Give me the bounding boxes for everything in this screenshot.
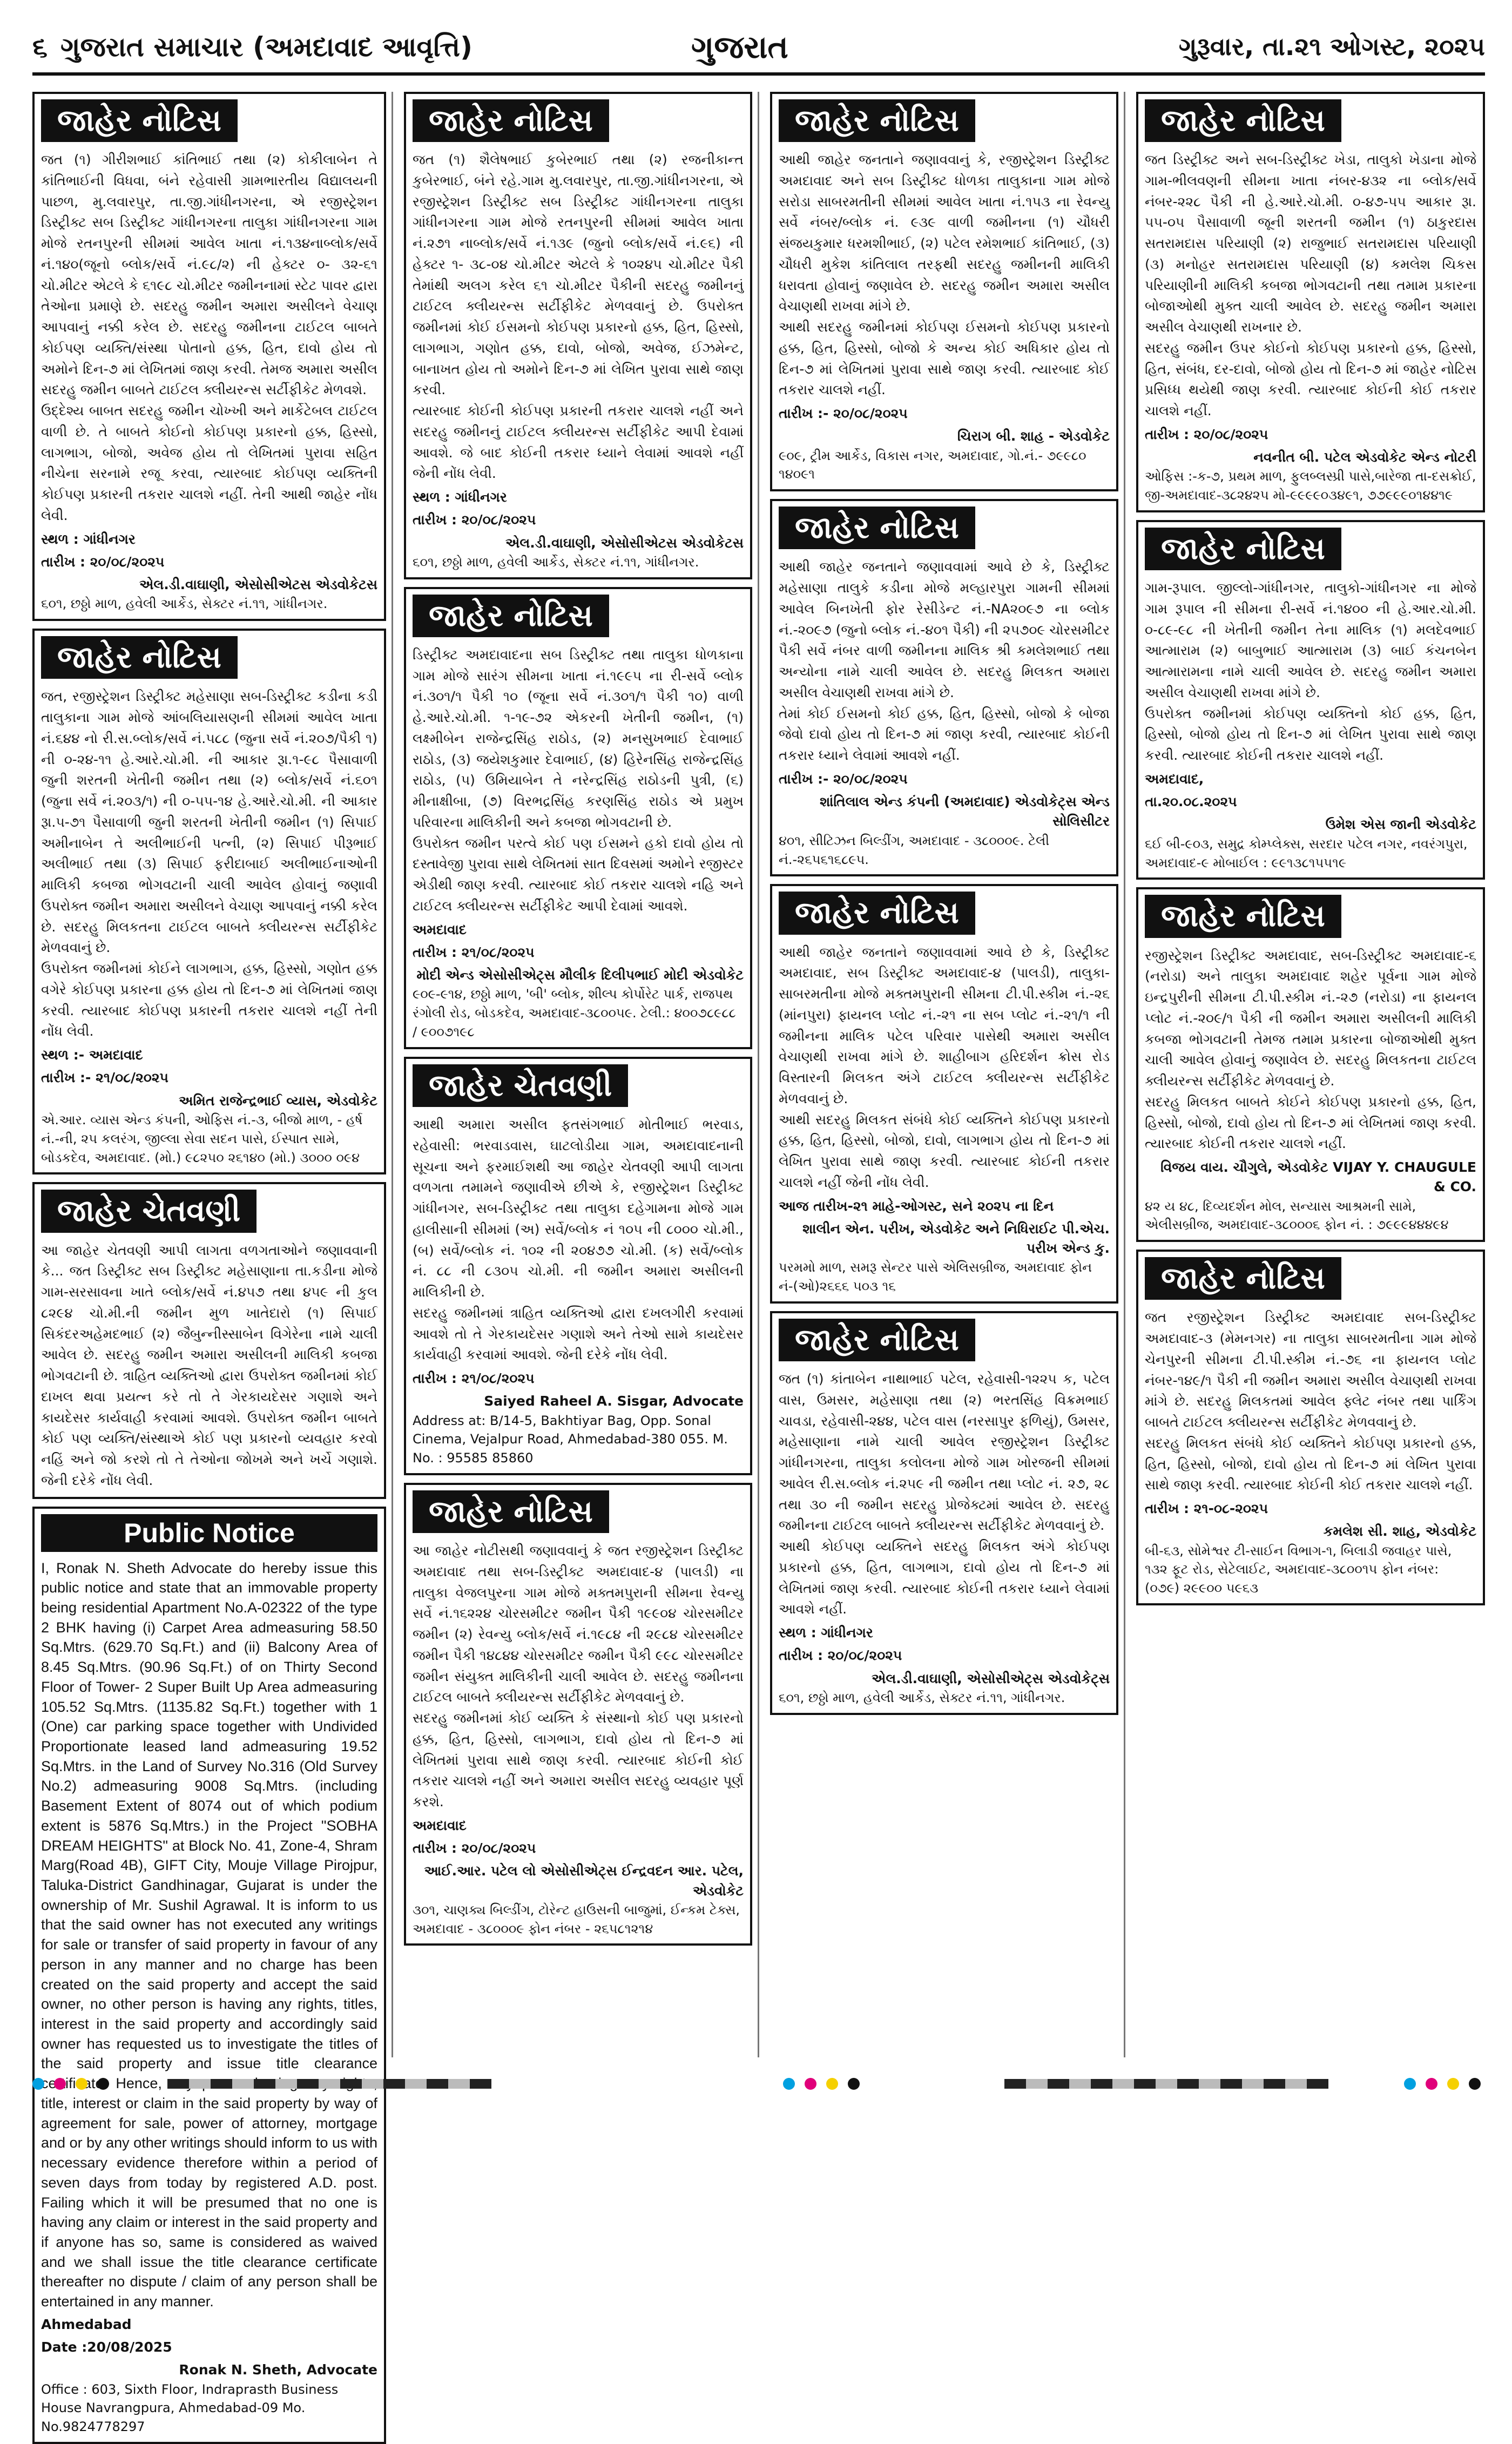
notice-address: ૬૦૧, છઠ્ઠો માળ, હવેલી આર્કેડ, સેક્ટર નં.૧૧, ગાંધીનગર. — [41, 596, 328, 612]
notice-body-continued: ઉપરોક્ત જમીનમાં કોઈને લાગભાગ, હક્ક, હિસ્સો, ગણોત હક્ક વગેરે કોઈપણ પ્રકારના હક્ક હોય તો દિન-૭ માં લેખિતમાં જાણ કરવી. ત્યારબાદ કોઈપણ પ્રકારની તકરાર ચાલશે નહીં તેની નોંધ લેવી. — [41, 961, 377, 1039]
black-dot — [1469, 2078, 1481, 2090]
notice-card — [404, 92, 752, 579]
notice-title: જાહેર નોટિસ — [1145, 528, 1341, 570]
notice-body-continued: સદરહુ જમીનમાં ત્રાહિત વ્યક્તિઓ દ્વારા દખલગીરી કરવામાં આવશે તો તે ગેરકાયદેસર ગણાશે અને તેઓ સામે કાયદેસર કાર્યવાહી કરવામાં આવશે. જેની દરેકે નોંધ લેવી. — [413, 1305, 744, 1363]
magenta-dot — [54, 2078, 66, 2090]
notice-address: Office : 603, Sixth Floor, Indraprasth Business House Navrangpura, Ahmedabad-09 Mo. No.9824778297 — [41, 2381, 339, 2435]
notice-address: પરમમો માળ, સમરૂ સેન્ટર પાસે એલિસબ્રીજ, અમદાવાદ ફોન નં-(ઓ)૨૬૬૬ ૫૦૩ ૧૬ — [779, 1260, 1092, 1294]
notice-advocate: શાંતિલાલ એન્ડ કંપની (અમદાવાદ) એડવોકેટ્સ એન્ડ સોલિસીટર — [820, 794, 1110, 829]
notice-body-continued: આથી સદરહુ મિલકત સંબંધે કોઈ વ્યક્તિને કોઈપણ પ્રકારનો હક્ક, હિત, હિસ્સો, બોજો, દાવો, લાગભાગ હોય તો દિન-૭ માં લેખિત પુરાવા સાથે જાણ કરવી. ત્યારબાદ કોઈની તકરાર ચાલશે નહીં જેની નોંધ લેવી. — [779, 1111, 1110, 1190]
notice-place: Ahmedabad — [41, 2316, 132, 2332]
notice-card — [770, 1311, 1118, 1715]
notice-advocate: નવનીત બી. પટેલ એડવોકેટ એન્ડ નોટરી — [1253, 449, 1476, 465]
notice-date: તા.૨૦.૦૮.૨૦૨૫ — [1145, 794, 1237, 810]
notice-title: જાહેર નોટિસ — [41, 636, 238, 679]
notice-body: રજીસ્ટ્રેશન ડિસ્ટ્રીક્ટ અમદાવાદ, સબ-ડિસ્ટ્રીક્ટ અમદાવાદ-૬ (નરોડા) અને તાલુકા અમદાવાદ શહેર પૂર્વના ગામ મોજે ઇન્દ્રપુરીની સીમના ટી.પી.સ્કીમ નં.-૨૭ (નરોડા) ના ફાયનલ પ્લોટ નં.-૨૦૯/૧ પૈકી ની જમીન અમારા અસીલની માલિકી કબજા ભોગવટાની તેમજ તમામ પ્રકારના બોજાઓથી મુક્ત ચાલી આવેલ હોવાનું જણાવેલ છે. સદરહુ મિલકતના ટાઈટલ ક્લીયરન્સ સર્ટીફીકેટ મેળવવાનું છે. — [1145, 947, 1476, 1089]
notice-address: ૪૨ ય ૪૮, દિવ્યદર્શન મોલ, સન્યાસ આશ્રમની સામે, એલીસબ્રીજ, અમદાવાદ-૩૮૦૦૦૬ ફોન નં. : ૭૯૯૯૪૪૪૯૪ — [1145, 1198, 1449, 1233]
masthead — [32, 31, 473, 63]
notice-body-continued: ઉદ્દેશ્ય બાબત સદરહુ જમીન ચોખ્ખી અને માર્કેટેબલ ટાઈટલ વાળી છે. તે બાબતે કોઈનો કોઈપણ પ્રકારનો હક્ક, હિસ્સો, લાગભાગ, બોજો, અવેજ હોય તો લેખિતમાં પુરાવા સહિત નીચેના સરનામે રજૂ કરવા, ત્યારબાદ કોઈપણ વ્યક્તિની કોઈપણ પ્રકારની તકરાર ચાલશે નહીં. તેની આથી જાહેર નોંધ લેવી. — [41, 403, 377, 523]
notice-body: આથી અમારા અસીલ ફતસંગભાઈ મોતીભાઈ ભરવાડ, રહેવાસી: ભરવાડવાસ, ઘાટલોડીયા ગામ, અમદાવાદનાની સૂચના અને ફરમાઈશથી આ જાહેર ચેતવણી આપી લાગતા વળગતા તમામને જણાવીએ છીએ કે, રજીસ્ટ્રેશન ડિસ્ટ્રીક્ટ ગાંધીનગર, સબ-ડિસ્ટ્રીક્ટ તથા તાલુકા દહેગામના મોજે ગામ હાલીસાની સીમમાં (અ) સર્વે/બ્લોક નં ૧૦૫ ની ૮૦૦૦ ચો.મી., (બ) સર્વે/બ્લોક નં. ૧૦૨ ની ૨૦૪૭૭ ચો.મી. (ક) સર્વે/બ્લોક નં. ૮૮ ની ૮૩૦૫ ચો.મી. ની જમીન અમારા અસીલની માલિકીની છે. — [413, 1117, 744, 1300]
notice-title: જાહેર નોટિસ — [779, 1319, 975, 1361]
notice-place: અમદાવાદ, — [1145, 771, 1204, 787]
yellow-dot — [826, 2078, 838, 2090]
notice-body: ગામ-રૂપાલ. જીલ્લો-ગાંધીનગર, તાલુકો-ગાંધીનગર ના મોજે ગામ રૂપાલ ની સીમના રી-સર્વે નં.૧૪૦૦ ની હે.આર.ચો.મી. ૦-૮૯-૯૮ ની ખેતીની જમીન તેના માલિક (૧) મલદેવભાઈ આત્મારામ (૨) બાબુભાઈ આત્મારામ (૩) બાઈ કંચનબેન આત્મારામના નામે ચાલી આવેલ છે. સદરહુ જમીન અમારા અસીલ વેચાણથી રાખવા માંગે છે. — [1145, 580, 1476, 700]
notice-address: બી-૬૩, સોમેશ્વર ટી-સાઈન વિભાગ-૧, બિલાડી જવાહર પાસે, ૧૩૨ ફૂટ રોડ, સેટેલાઈટ, અમદાવાદ-૩૮૦૦૧૫ ફોન નંબર: (૦૭૯) ૨૯૯૦૦ ૫૯૬૩ — [1145, 1543, 1452, 1596]
notice-body: ડિસ્ટ્રીક્ટ અમદાવાદના સબ ડિસ્ટ્રીક્ટ તથા તાલુકા ધોળકાના ગામ મોજે સારંગ સીમના ખાતા નં.૧૯૯૫ ના રી-સર્વે બ્લોક નં.૩૦૧/૧ પૈકી ૧૦ (જૂના સર્વે નં.૩૦૧/૧ પૈકી ૧૦) વાળી હે.આરે.ચો.મી. ૧-૧૯-૭૨ એકરની ખેતીની જમીન, (૧) લક્ષ્મીબેન રાજેન્દ્રસિંહ રાઠોડ, (૨) મનસુખભાઈ દેવાભાઈ રાઠોડ, (૩) જયેશકુમાર દેવાભાઈ, (૪) હિરેનસિંહ રાજેન્દ્રસિંહ રાઠોડ, (૫) ઉમિયાબેન તે નરેન્દ્રસિંહ રાઠોડની પુત્રી, (૬) મીનાક્ષીબા, (૭) વિરભદ્રસિંહ કરણસિંહ રાઠોડ એ પ્રમુખ પરિવારના માલિકીની અને કબજા ભોગવટાની છે. — [413, 646, 744, 830]
notice-advocate: એલ.ડી.વાઘાણી, એસોસીએટ્સ એડવોકેટ્સ — [872, 1670, 1110, 1686]
notice-body: આથી જાહેર જનતાને જણાવવાનું કે, રજીસ્ટ્રેશન ડિસ્ટ્રીક્ટ અમદાવાદ અને સબ ડિસ્ટ્રીક્ટ ધોળકા તાલુકાના ગામ મોજે સરોડા સાબરમતીની સીમમાં આવેલ ખાતા નં.૧૫૩ ના રેવન્યુ સર્વે નંબર/બ્લોક નં. ૯૩૯ વાળી જમીનના (૧) ચૌધરી સંજયકુમાર ધરમશીભાઈ, (૨) પટેલ રમેશભાઈ કાંતિભાઈ, (૩) ચૌધરી મુકેશ કાંતિલાલ તરફથી સદરહુ જમીનની માલિકી ધરાવતા હોવાનું જણાવેલ છે. સદરહુ જમીન અમારા અસીલ વેચાણથી રાખવા માંગે છે. — [779, 152, 1110, 314]
notice-card — [32, 92, 386, 621]
notice-advocate: શાલીન એન. પરીખ, એડવોકેટ અને નિધિરાઈટ પી.એચ. પરીખ એન્ડ કુ. — [802, 1220, 1110, 1256]
notice-address: એ.આર. વ્યાસ એન્ડ કંપની, ઓફિસ નં.-૩, બીજો માળ, - હર્ષ નં.-ની, ૨૫ કલરંગ, જીલ્લા સેવા સદન પાસે, ઈસ્પાત સામે, બોડકદેવ, અમદાવાદ. (મો.) ૯૮૨૫૦ ૨૬૧૪૦ (મો.) ૩૦૦૦ ૦૯૪ — [41, 1112, 363, 1165]
notice-advocate: એલ.ડી.વાઘાણી, એસોસીએટસ એડવોકેટસ — [139, 577, 377, 593]
notice-card — [1136, 92, 1485, 512]
notice-advocate: કમલેશ સી. શાહ, એડવોકેટ — [1323, 1523, 1476, 1540]
notice-card — [770, 499, 1118, 876]
notice-address: ૩૦૧, ચાણક્ય બિલ્ડીંગ, ટોરેન્ટ હાઉસની બાજુમાં, ઈન્કમ ટેક્સ, અમદાવાદ - ૩૮૦૦૦૯ ફોન નંબર - ૨૬૫૮૧૨૧૪ — [413, 1902, 740, 1936]
notice-title: જાહેર નોટિસ — [1145, 99, 1341, 142]
notice-date: તારીખ : ૨૧-૦૮-૨૦૨૫ — [1145, 1501, 1268, 1517]
notice-advocate: મોદી એન્ડ એસોસીએટ્સ મૌલીક દિલીપભાઈ મોદી એડવોકેટ — [416, 967, 744, 983]
notice-place: અમદાવાદ — [413, 921, 467, 937]
notice-place: સ્થળ : ગાંધીનગર — [413, 489, 507, 505]
notice-place: સ્થળ :- અમદાવાદ — [41, 1047, 143, 1063]
notice-date: આજ તારીખ-૨૧ માહે-ઓગસ્ટ, સને ૨૦૨૫ ના દિન — [779, 1198, 1054, 1214]
notice-date: Date :20/08/2025 — [41, 2339, 172, 2355]
notice-body: જત ડિસ્ટ્રીક્ટ અને સબ-ડિસ્ટ્રીક્ટ ખેડા, તાલુકો ખેડાના મોજે ગામ-ભીલવણની સીમના ખાતા નંબર-૪૩૨ ના બ્લોક/સર્વે નંબર-૨૨૮ પૈકી ની હે.આરે.ચો.મી. ૦-૪૭-૫૫ આકાર રૂા. ૫૫-૦૫ પૈસાવાળી જૂની શરતની જમીન (૧) ઠાકુરદાસ સતરામદાસ પરિયાણી (૨) રાજુભાઈ સતરામદાસ પરિયાણી (૩) મનોહર સતરામદાસ પરિયાણી (૪) કમલેશ ચિકસ પરિયાણીની માલિકી કબજા ભોગવટાની તથા તમામ પ્રકારના બોજાઓથી મુક્ત ચાલી આવેલ છે. સદરહુ જમીન અમારા અસીલ વેચાણથી રાખનાર છે. — [1145, 152, 1476, 335]
cyan-dot — [32, 2078, 44, 2090]
notice-title: Public Notice — [41, 1514, 377, 1552]
notice-title: જાહેર નોટિસ — [413, 595, 609, 637]
notice-body: જત રજીસ્ટ્રેશન ડિસ્ટ્રીક્ટ અમદાવાદ સબ-ડિસ્ટ્રીક્ટ અમદાવાદ-૩ (મેમનગર) ના તાલુકા સાબરમતીના ગામ મોજે ચેનપુરની સીમના ટી.પી.સ્કીમ નં.-૭૬ ના ફાયનલ પ્લોટ નંબર-૧૪૯/૧ પૈકી ની જમીન અમારા અસીલ વેચાણથી રાખવા માંગે છે. સદરહુ મિલકતમાં આવેલ ફ્લેટ નંબર તથા પાર્કિંગ બાબતે ટાઈટલ ક્લીયરન્સ સર્ટીફીકેટ મેળવવાનું છે. — [1145, 1309, 1476, 1430]
notice-card — [770, 92, 1118, 491]
column-1 — [32, 92, 393, 2435]
cyan-dot — [783, 2078, 795, 2090]
notice-advocate: Ronak N. Sheth, Advocate — [179, 2362, 377, 2378]
notice-title: જાહેર નોટિસ — [779, 507, 975, 549]
notice-advocate: ઉમેશ એસ જાની એડવોકેટ — [1325, 816, 1476, 833]
notice-date: તારીખ : ૨૦/૦૮/૨૦૨૫ — [413, 1840, 536, 1856]
notice-address: ૯૦૯, ટ્રીમ આર્કેડ, વિકાસ નગર, અમદાવાદ, ગો.નં.- ૭૯૯૮૦ ૧૪૦૯૧ — [779, 448, 1086, 482]
notice-advocate: આઈ.આર. પટેલ લો એસોસીએટ્સ ઈન્દ્રવદન આર. પટેલ, એડવોકેટ — [424, 1863, 744, 1899]
cyan-dot — [1404, 2078, 1416, 2090]
notice-title: જાહેર નોટિસ — [413, 1490, 609, 1533]
notice-body-continued: આથી કોઈપણ વ્યક્તિને સદરહુ મિલકત અંગે કોઈપણ પ્રકારનો હક્ક, હિત, લાગભાગ, દાવો હોય તો દિન-૭ માં લેખિતમાં જાણ કરવી. ત્યારબાદ કોઈની તકરાર ધ્યાને લેવામાં આવશે નહીં. — [779, 1538, 1110, 1617]
notice-advocate: અમિત રાજેન્દ્રભાઈ વ્યાસ, એડવોકેટ — [179, 1092, 377, 1109]
notice-title: જાહેર નોટિસ — [779, 99, 975, 142]
notice-title: જાહેર નોટિસ — [1145, 1257, 1341, 1300]
notice-date: તારીખ : ૨૧/૦૮/૨૦૨૫ — [413, 944, 535, 960]
notice-body-continued: સદરહુ મિલકત બાબતે કોઈને કોઈપણ પ્રકારનો હક્ક, હિત, હિસ્સો, બોજો, દાવો હોય તો દિન-૭ માં લેખિતમાં જાણ કરવી. ત્યારબાદ કોઈની તકરાર ચાલશે નહીં. — [1145, 1093, 1476, 1152]
notice-body: જત (૧) ગીરીશભાઈ કાંતિભાઈ તથા (૨) કોકીલાબેન તે કાંતિભાઈની વિધવા, બંને રહેવાસી ગ્રામભારતીય વિદ્યાલયની પાછળ, મુ.લવારપુર, તા.જી.ગાંધીનગરના, એ રજીસ્ટ્રેશન ડિસ્ટ્રીક્ટ સબ ડિસ્ટ્રીક્ટ ગાંધીનગરના તાલુકા ગાંધીનગરના ગામ મોજે રતનપુરની સીમમાં આવેલ ખાતા નં.૧૩૪નાબ્લોક/સર્વે નં.૧૪૦(જૂનો બ્લોક/સર્વે નં.૯૮/૨) ની હેક્ટર ૦- ૩૨-૬૧ ચો.મીટર એટલે કે ૬૧૯૮ ચો.મીટર જમીનનામાં સ્ટેટ પાવર દ્વારા તેઓના પ્રમાણે છે. સદરહુ જમીન અમારા અસીલને વેચાણ આપવાનું નક્કી કરેલ છે. સદરહુ જમીનના ટાઈટલ બાબતે કોઈપણ વ્યક્તિ/સંસ્થા પોતાનો હક્ક, હિત, દાવો હોય તો અમોને દિન-૭ માં લેખિતમાં જાણ કરવી. તેમજ અમારા અસીલ સદરહુ જમીન બાબતે ટાઈટલ ક્લીયરન્સ સર્ટીફીકેટ મેળવશે. — [41, 152, 377, 398]
notice-card-english — [32, 1507, 386, 2444]
column-2 — [399, 92, 759, 2057]
notice-date: તારીખ :- ૨૧/૦૮/૨૦૨૫ — [41, 1070, 168, 1086]
notice-title: જાહેર નોટિસ — [779, 892, 975, 934]
notice-body: આથી જાહેર જનતાને જણાવવામાં આવે છે કે, ડિસ્ટ્રીક્ટ અમદાવાદ, સબ ડિસ્ટ્રીક્ટ અમદાવાદ-૪ (પાલડી), તાલુકા-સાબરમતીના મોજે મક્તમપુરાની સીમના ટી.પી.સ્કીમ નં.-૨૬ (માંનપુરા) ફાયનલ પ્લોટ નં.-૨૧ ના સબ પ્લોટ નં.-૨૧/૧ ની જમીનના માલિક પટેલ પરિવાર પાસેથી અમારા અસીલ વેચાણથી રાખવા માંગે છે. શાહીબાગ હરિદર્શન ક્રોસ રોડ વિસ્તારની મિલકત અંગે ટાઈટલ ક્લીયરન્સ સર્ટીફીકેટ મેળવવાનું છે. — [779, 944, 1110, 1106]
notice-body: જત (૧) શૈલેષભાઈ કુબેરભાઈ તથા (૨) રજનીકાન્ત કુબેરભાઈ, બંને રહે.ગામ મુ.લવારપુર, તા.જી.ગાંધીનગરના, એ રજીસ્ટ્રેશન ડિસ્ટ્રીક્ટ સબ ડિસ્ટ્રીક્ટ ગાંધીનગરના તાલુકા ગાંધીનગરના ગામ મોજે રતનપુરની સીમમાં આવેલ ખાતા નં.૨૭૧ નાબ્લોક/સર્વે નં.૧૩૯ (જુનો બ્લોક/સર્વે નં.૯૬) ની હેક્ટર ૧- ૩૮-૦૪ ચો.મીટર એટલે કે ૧૦૨૪૫ ચો.મીટર પૈકી તેમાંથી અલગ કરેલ ૬૧ ચો.મીટર પૈકીની સદરહુ જમીનનું ટાઈટલ ક્લીયરન્સ સર્ટીફીકેટ મેળવવાનું છે. ઉપરોક્ત જમીનમાં કોઈ ઈસમનો કોઈપણ પ્રકારનો હક્ક, હિત, હિસ્સો, લાગભાગ, ગણોત હક્ક, દાવો, બોજો, અવેજ, ઈઝમેન્ટ, બાનાખત હોય તો અમોને દિન-૭ માં લેખિત પુરાવા સાથે જાણ કરવી. — [413, 152, 744, 398]
notice-title: જાહેર ચેતવણી — [41, 1190, 256, 1232]
section-title: ગુજરાત — [691, 28, 788, 65]
yellow-dot — [76, 2078, 87, 2090]
notice-body: આ જાહેર ચેતવણી આપી લાગતા વળગતાઓને જણાવવાની કે... જત ડિસ્ટ્રીક્ટ સબ ડિસ્ટ્રીક્ટ મહેસાણાના તા.કડીના મોજે ગામ-સરસાવના ખાતે બ્લોક/સર્વે નં.૪૫૭ તથા ૪૫૯ ની કુલ ૮૨૯૪ ચો.મી.ની જમીન મુળ ખાતેદારો (૧) સિપાઈ સિકંદરઅહેમદભાઈ (૨) જૈબુન્નીસ્સાબેન વિગેરેના નામે ચાલી આવેલ છે. સદરહુ જમીન અમારા અસીલની માલિકી કબજા ભોગવટાની છે. ત્રાહિત વ્યક્તિઓ દ્વારા ઉપરોક્ત જમીનમાં કોઈ દાખલ થવા પ્રયત્ન કરે તો તે ગેરકાયદેસર ગણાશે અને કાયદેસર કાર્યવાહી કરવામાં આવશે. ઉપરોક્ત જમીન બાબતે કોઈ પણ વ્યક્તિ/સંસ્થાએ કોઈ પણ પ્રકારનો વ્યવહાર કરવો નહિં અને જો કરશે તો તે તેઓના જોખમે અને ખર્ચે ગણાશે. જેની દરેકે નોંધ લેવી. — [41, 1242, 377, 1488]
notice-body-continued: સદરહુ જમીન ઉપર કોઈનો કોઈપણ પ્રકારનો હક્ક, હિસ્સો, હિત, સંબંધ, દર-દાવો, બોજો હોય તો દિન-૭ માં જાહેર નોટિસ પ્રસિધ્ધ થયેથી જાણ કરવી. ત્યારબાદ કોઈની કોઈ તકરાર ચાલશે નહીં. — [1145, 340, 1476, 419]
notice-body: જત, રજીસ્ટ્રેશન ડિસ્ટ્રીક્ટ મહેસાણા સબ-ડિસ્ટ્રીક્ટ કડીના કડી તાલુકાના ગામ મોજે આંબલિયાસણની સીમમાં આવેલ ખાતા નં.૬૪૪ નો રી.સ.બ્લોક/સર્વે નં.૫૮૮ (જુના સર્વે નં.૨૦૭/પૈકી ૧) ની ૦-૨૪-૧૧ હે.આરે.ચો.મી. ની આકાર રૂા.૧-૯૮ પૈસાવાળી જુની શરતની ખેતીની જમીન તથા (૨) બ્લોક/સર્વે નં.૬૦૧ (જુના સર્વે નં.૨૦૩/૧) ની ૦-૫૫-૧૪ હે.આરે.ચો.મી. ની આકાર રૂા.૫-૭૧ પૈસાવાળી જુની શરતની ખેતીની જમીન (૧) સિપાઈ અમીનાબેન તે અલીભાઈની પત્ની, (૨) સિપાઈ પીરૂભાઈ અલીભાઈ તથા (૩) સિપાઈ ફરીદાબાઈ અલીભાઈનાઓની માલિકી કબજા ભોગવટાની ચાલી આવેલ હોવાનું જણાવી ઉપરોક્ત જમીન અમારા અસીલને વેચાણ આપવાનું નક્કી કરેલ છે. સદરહુ મિલકતના ટાઈટલ બાબતે ક્લીયરન્સ સર્ટીફીકેટ મેળવવાનું છે. — [41, 688, 377, 956]
notice-place: સ્થળ : ગાંધીનગર — [41, 531, 136, 547]
notice-body-continued: ઉપરોક્ત જમીન પરત્વે કોઈ પણ ઈસમને હકો દાવો હોય તો દસ્તાવેજી પુરાવા સાથે લેખિતમાં સાત દિવસમાં અમોને રજીસ્ટર એડીથી જાણ કરવી. ત્યારબાદ કોઈ તકરાર ચાલશે નહિ અને ટાઈટલ ક્લીયરન્સ સર્ટીફીકેટ આપી દેવામાં આવશે. — [413, 835, 744, 914]
notice-card — [404, 1483, 752, 1946]
notice-card — [32, 1182, 386, 1498]
notice-body: જત (૧) કાંતાબેન નાથાભાઈ પટેલ, રહેવાસી-૧૨૨૫ ક, પટેલ વાસ, ઉમસર, મહેસાણા તથા (૨) ભરતસિંહ વિક્રમભાઈ ચાવડા, રહેવાસી-૨૪૪, પટેલ વાસ (નરસાપુર ફળિયું), ઉમસર, મહેસાણાના નામે ચાલી આવેલ રજીસ્ટ્રેશન ડિસ્ટ્રીક્ટ ગાંધીનગરના, તાલુકા કલોલના મોજે ગામ ખોરજની સીમમાં આવેલ રી.સ.બ્લોક નં.૨૫૯ ની જમીન તથા પ્લોટ નં. ૨૭, ૨૮ તથા ૩૦ ની જમીન સદરહુ પ્રોજેક્ટમાં આવેલ છે. સદરહુ જમીનના ટાઈટલ બાબતે ક્લીયરન્સ સર્ટીફીકેટ મેળવવાનું છે. — [779, 1371, 1110, 1534]
registration-bar — [1004, 2079, 1328, 2089]
notice-place: અમદાવાદ — [413, 1817, 467, 1833]
page-header — [32, 22, 1485, 76]
print-registration-marks — [32, 2074, 1485, 2095]
page-number: ૬ — [32, 31, 48, 63]
notice-title: જાહેર નોટિસ — [1145, 895, 1341, 937]
notice-date: તારીખ :- ૨૦/૦૮/૨૦૨૫ — [779, 406, 908, 422]
notice-address: ૪૦૧, સીટિઝન બિલ્ડીંગ, અમદાવાદ - ૩૮૦૦૦૯. ટેલી નં.-૨૬૫૬૧૬૮૯૫. — [779, 833, 1050, 867]
notice-address: ઓફિસ :-ક-૭, પ્રથમ માળ, ફુલબ્લસ્પ્રી પાસે,બારેજા તા-દસક્રોઈ, જી-અમદાવાદ-૩૮૨૪૨૫ મો-૯૯૯૯૦૩૪૯૧, ૭૭૯૯૯૦૧૪૪૧૯ — [1145, 469, 1476, 503]
notice-date: તારીખ :- ૨૦/૦૮/૨૦૨૫ — [779, 771, 908, 787]
notice-title: જાહેર નોટિસ — [41, 99, 238, 142]
magenta-dot — [1426, 2078, 1437, 2090]
notice-date: તારીખ : ૨૦/૦૮/૨૦૨૫ — [413, 512, 536, 528]
black-dot — [848, 2078, 860, 2090]
notice-body-continued: ઉપરોક્ત જમીનમાં કોઈપણ વ્યક્તિનો કોઈ હક્ક, હિત, હિસ્સો, બોજો હોય તો દિન-૭ માં લેખિત પુરાવા સાથે જાણ કરવી. ત્યારબાદ કોઈની તકરાર ચાલશે નહીં. — [1145, 705, 1476, 764]
notice-place: સ્થળ : ગાંધીનગર — [779, 1625, 873, 1641]
notice-card — [1136, 887, 1485, 1242]
notice-address: ૯૦૯-૯૧૪, છઠ્ઠો માળ, 'બી' બ્લોક, શીલ્પ કોર્પોરેટ પાર્ક, રાજપથ રંગોલી રોડ, બોડકદેવ, અમદાવાદ-૩૮૦૦૫૯. ટેલી.: ૪૦૦૭૮૯૮૮ / ૯૦૦૭૧૯૮ — [413, 987, 736, 1040]
notice-card — [1136, 520, 1485, 880]
notice-date: તારીખ : ૨૦/૦૮/૨૦૨૫ — [1145, 426, 1268, 442]
notice-body-continued: ત્યારબાદ કોઈની કોઈપણ પ્રકારની તકરાર ચાલશે નહીં અને સદરહુ જમીનનું ટાઈટલ ક્લીયરન્સ સર્ટીફીકેટ આપી દેવામાં આવશે. જે બાદ કોઈની તકરાર ધ્યાને લેવામાં આવશે નહીં જેની નોંધ લેવી. — [413, 403, 744, 482]
magenta-dot — [805, 2078, 816, 2090]
notice-card — [404, 1057, 752, 1475]
notice-body: I, Ronak N. Sheth Advocate do hereby issue this public notice and state that an immovable property being residential Apartment No.A-02322 of the type 2 BHK having (i) Carpet Area admeasuring 58.50 Sq.Mtrs. (629.70 Sq.Ft.) and (ii) Balcony Area of 8.45 Sq.Mtrs. (90.96 Sq.Ft.) of on Thirty Second Floor of Tower- 2 Super Built Up Area admeasuring 105.52 Sq.Mtrs. (1135.82 Sq.Ft.) together with 1 (One) car parking space together with Undivided Proportionate leased land admeasuring 19.52 Sq.Mtrs. in the Land of Survey No.316 (Old Survey No.2) admeasuring 9008 Sq.Mtrs. (including Basement Extent of 8074 out of which podium extent is 5876 Sq.Mtrs.) in the Project "SOBHA DREAM HEIGHTS" at Block No. 41, Zone-4, Shram Marg(Road 4B), GIFT City, Mouje Village Pirojpur, Taluka-District Gandhinagar, Gujarat is under the ownership of Mr. Sushil Agrawal. It is inform to us that the said owner has not executed any writings for sale or transfer of said property in favour of any person in any manner and no charge has been created on the said property and accept the said owner, no other person is having any rights, titles, interest in the said property and accordingly said owner has requested us to investigate the titles of the said property and issue title clearance certificate. Hence, title, interest or claim in the said property by way of agreement for sale, power of attorney, mortgage and or by any other writings should inform to us with necessary evidence therefore within a period of seven days from today by registered A.D. post. Failing which it will be presumed that no one is having any claim or interest in the said property and if anyone has so, same is considered as waived and we shall issue the title clearance certificate thereafter no dispute / claim of any person shall be entertained in any manner. — [41, 1559, 377, 2310]
notice-card — [32, 629, 386, 1174]
column-3 — [765, 92, 1125, 2057]
yellow-dot — [1447, 2078, 1459, 2090]
notice-body-continued: તેમાં કોઈ ઈસમનો કોઈ હક્ક, હિત, હિસ્સો, બોજો કે બોજા જેવો દાવો હોય તો દિન-૭ માં જાણ કરવી, ત્યારબાદ કોઈની તકરાર ધ્યાને લેવામાં આવશે નહીં. — [779, 705, 1110, 764]
black-dot — [97, 2078, 109, 2090]
notice-card — [1136, 1250, 1485, 1605]
notice-address: ૬૦૧, છઠ્ઠો માળ, હવેલી આર્કેડ, સેક્ટર નં.૧૧, ગાંધીનગર. — [413, 554, 699, 570]
registration-bar — [167, 2079, 491, 2089]
paper-name: ગુજરાત સમાચાર (અમદાવાદ આવૃત્તિ) — [60, 31, 473, 63]
notice-body-continued: આથી સદરહુ જમીનમાં કોઈપણ ઈસમનો કોઈપણ પ્રકારનો હક્ક, હિત, હિસ્સો, બોજો કે અન્ય કોઈ અધિકાર હોય તો દિન-૭ માં લેખિતમાં પુરાવા સાથે જાણ કરવી. ત્યારબાદ કોઈ તકરાર ચાલશે નહીં. — [779, 319, 1110, 398]
column-4 — [1131, 92, 1485, 2057]
notice-body: આ જાહેર નોટીસથી જણાવવાનું કે જત રજીસ્ટ્રેશન ડિસ્ટ્રીક્ટ અમદાવાદ તથા સબ-ડિસ્ટ્રીક્ટ અમદાવાદ-૪ (પાલડી) ના તાલુકા વેજલપુરના ગામ મોજે મક્તમપુરાની સીમના રેવન્યુ સર્વે નં.૧૬૨૨૪ ચોરસમીટર જમીન પૈકી ૧૯૯૦૪ ચોરસમીટર જમીન (૨) રેવન્યુ બ્લોક/સર્વે નં.૧૯૮૪ ની ૨૯૮૪ ચોરસમીટર જમીન પૈકી ૧૪૮૪૪ ચોરસમીટર જમીન પૈકી ૯૯૮ ચોરસમીટર જમીન સંયુક્ત માલિકીની ચાલી આવેલ છે. સદરહુ જમીનના ટાઈટલ બાબતે ક્લીયરન્સ સર્ટીફીકેટ મેળવવાનું છે. — [413, 1543, 744, 1705]
notice-address: Address at: B/14-5, Bakhtiyar Bag, Opp. Sonal Cinema, Vejalpur Road, Ahmedabad-380 055. M. No. : 95585 85860 — [413, 1413, 728, 1466]
notice-address: ૬૦૧, છઠ્ઠો માળ, હવેલી આર્કેડ, સેક્ટર નં.૧૧, ગાંધીનગર. — [779, 1690, 1065, 1705]
notice-advocate: વિજય વાય. ચૌગુલે, એડવોકેટ VIJAY Y. CHAUGULE & CO. — [1160, 1159, 1476, 1195]
notice-date: તારીખ : ૨૦/૦૮/૨૦૨૫ — [41, 553, 165, 570]
notice-body-continued: સદરહુ મિલકત સંબંધે કોઈ વ્યક્તિને કોઈપણ પ્રકારનો હક્ક, હિત, હિસ્સો, બોજો, દાવો હોય તો દિન-૭ માં લેખિત પુરાવા સાથે જાણ કરવી. ત્યારબાદ કોઈની કોઈ તકરાર ચાલશે નહીં. — [1145, 1435, 1476, 1493]
notice-body: આથી જાહેર જનતાને જણાવવામાં આવે છે કે, ડિસ્ટ્રીક્ટ મહેસાણા તાલુકે કડીના મોજે મલ્હારપુરા ગામની સીમમાં આવેલ બિનખેતી ફોર રેસીડેન્ટ નં.-NA૨૦૯૭ ના બ્લોક નં.-૨૦૯૭ (જુનો બ્લોક નં.-૪૦૧ પૈકી) ની ૨૫૭૦૯ ચોરસમીટર પૈકી સર્વે નંબર વાળી જમીનના માલિક શ્રી કમલેશભાઈ તથા અન્યોના નામે ચાલી આવેલ છે. સદરહુ મિલકત અમારા અસીલ વેચાણથી રાખવા માંગે છે. — [779, 559, 1110, 700]
notices-area — [32, 92, 1485, 2435]
notice-advocate: એલ.ડી.વાઘાણી, એસોસીએટસ એડવોકેટસ — [505, 535, 744, 551]
notice-body-continued: સદરહુ જમીનમાં કોઈ વ્યક્તિ કે સંસ્થાનો કોઈ પણ પ્રકારનો હક્ક, હિત, હિસ્સો, લાગભાગ, દાવો હોય તો દિન-૭ માં લેખિતમાં પુરાવા સાથે જાણ કરવી. ત્યારબાદ કોઈની કોઈ તકરાર ચાલશે નહીં અને અમારા અસીલ સદરહુ વ્યવહાર પૂર્ણ કરશે. — [413, 1710, 744, 1810]
notice-advocate: Saiyed Raheel A. Sisgar, Advocate — [484, 1393, 744, 1409]
notice-title: જાહેર નોટિસ — [413, 99, 609, 142]
notice-title: જાહેર ચેતવણી — [413, 1064, 628, 1107]
notice-date: તારીખ : ૨૧/૦૮/૨૦૨૫ — [413, 1370, 535, 1386]
notice-card — [770, 884, 1118, 1304]
notice-advocate: ચિરાગ બી. શાહ - એડવોકેટ — [957, 428, 1110, 444]
issue-date: ગુરૂવાર, તા.૨૧ ઓગસ્ટ, ૨૦૨૫ — [1178, 32, 1485, 61]
notice-date: તારીખ : ૨૦/૦૮/૨૦૨૫ — [779, 1648, 902, 1664]
notice-address: ૬ઈ બી-૯૦૩, સમુદ્ર કોમ્પ્લેક્સ, સરદાર પટેલ નગર, નવરંગપુરા, અમદાવાદ-૯ મોબાઈલ : ૯૯૧૩૮૧૫૫૧૯ — [1145, 836, 1468, 870]
notice-card — [404, 587, 752, 1049]
